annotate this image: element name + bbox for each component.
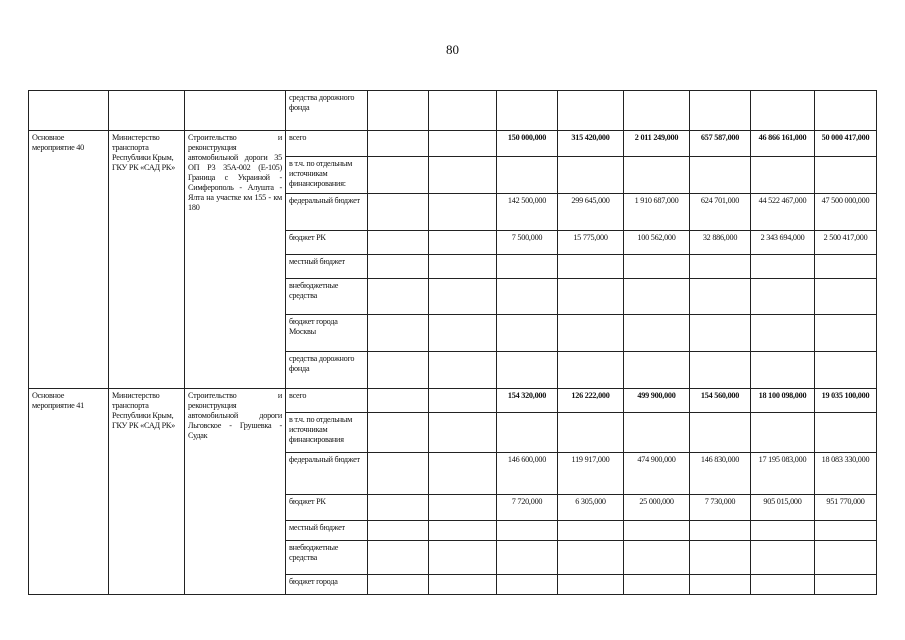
value-cell bbox=[558, 575, 624, 595]
source-cell: федеральный бюджет bbox=[286, 453, 368, 495]
value-cell: 2 500 417,000 bbox=[815, 231, 877, 255]
value-cell bbox=[624, 541, 690, 575]
value-cell: 119 917,000 bbox=[558, 453, 624, 495]
source-cell: бюджет РК bbox=[286, 231, 368, 255]
value-cell bbox=[690, 541, 751, 575]
value-cell: 154 320,000 bbox=[497, 389, 558, 413]
empty-cell bbox=[429, 279, 497, 315]
value-cell bbox=[751, 352, 815, 389]
empty-cell bbox=[368, 413, 429, 453]
source-cell: федеральный бюджет bbox=[286, 194, 368, 231]
value-cell bbox=[815, 541, 877, 575]
empty-cell bbox=[368, 255, 429, 279]
empty-cell bbox=[368, 575, 429, 595]
value-cell: 6 305,000 bbox=[558, 495, 624, 521]
value-cell bbox=[751, 255, 815, 279]
executor-cell bbox=[109, 91, 185, 131]
executor-cell: Министерство транспорта Республики Крым, ГКУ РК «САД РК» bbox=[109, 389, 185, 595]
value-cell bbox=[751, 315, 815, 352]
value-cell bbox=[497, 352, 558, 389]
empty-cell bbox=[368, 521, 429, 541]
value-cell: 474 900,000 bbox=[624, 453, 690, 495]
value-cell bbox=[624, 91, 690, 131]
source-cell: в т.ч. по отдельным источникам финансирования: bbox=[286, 157, 368, 194]
value-cell: 50 000 417,000 bbox=[815, 131, 877, 157]
value-cell bbox=[751, 157, 815, 194]
activity-label-cell: Основное мероприятие 40 bbox=[29, 131, 109, 389]
value-cell bbox=[690, 521, 751, 541]
empty-cell bbox=[429, 389, 497, 413]
value-cell: 657 587,000 bbox=[690, 131, 751, 157]
value-cell: 7 500,000 bbox=[497, 231, 558, 255]
empty-cell bbox=[368, 194, 429, 231]
value-cell bbox=[624, 521, 690, 541]
source-cell: средства дорожного фонда bbox=[286, 352, 368, 389]
value-cell: 19 035 100,000 bbox=[815, 389, 877, 413]
source-cell: внебюджетные средства bbox=[286, 279, 368, 315]
executor-cell: Министерство транспорта Республики Крым, ГКУ РК «САД РК» bbox=[109, 131, 185, 389]
value-cell: 146 600,000 bbox=[497, 453, 558, 495]
value-cell: 25 000,000 bbox=[624, 495, 690, 521]
value-cell bbox=[497, 575, 558, 595]
source-cell: всего bbox=[286, 389, 368, 413]
value-cell bbox=[624, 255, 690, 279]
table-row bbox=[29, 91, 877, 131]
value-cell: 1 910 687,000 bbox=[624, 194, 690, 231]
table-body bbox=[29, 91, 877, 595]
value-cell: 7 720,000 bbox=[497, 495, 558, 521]
value-cell bbox=[690, 352, 751, 389]
value-cell bbox=[751, 279, 815, 315]
description-cell: Строительство и реконструкция автомобильной дороги Льговское - Грушевка - Судак bbox=[185, 389, 286, 595]
value-cell bbox=[558, 352, 624, 389]
value-cell: 905 015,000 bbox=[751, 495, 815, 521]
empty-cell bbox=[429, 315, 497, 352]
value-cell bbox=[815, 413, 877, 453]
value-cell: 299 645,000 bbox=[558, 194, 624, 231]
table-row bbox=[29, 131, 877, 157]
value-cell: 32 886,000 bbox=[690, 231, 751, 255]
empty-cell bbox=[429, 231, 497, 255]
value-cell bbox=[690, 91, 751, 131]
value-cell bbox=[558, 255, 624, 279]
page-number: 80 bbox=[446, 42, 459, 57]
source-cell: бюджет города bbox=[286, 575, 368, 595]
value-cell bbox=[624, 279, 690, 315]
empty-cell bbox=[429, 157, 497, 194]
value-cell bbox=[558, 521, 624, 541]
value-cell bbox=[815, 352, 877, 389]
value-cell bbox=[624, 352, 690, 389]
empty-cell bbox=[368, 389, 429, 413]
empty-cell bbox=[368, 131, 429, 157]
value-cell: 146 830,000 bbox=[690, 453, 751, 495]
value-cell bbox=[497, 541, 558, 575]
source-cell: всего bbox=[286, 131, 368, 157]
value-cell: 2 343 694,000 bbox=[751, 231, 815, 255]
value-cell bbox=[815, 521, 877, 541]
value-cell bbox=[815, 255, 877, 279]
value-cell bbox=[690, 413, 751, 453]
value-cell bbox=[558, 315, 624, 352]
value-cell bbox=[815, 575, 877, 595]
value-cell bbox=[558, 91, 624, 131]
activity-label-cell: Основное мероприятие 41 bbox=[29, 389, 109, 595]
value-cell: 15 775,000 bbox=[558, 231, 624, 255]
empty-cell bbox=[368, 279, 429, 315]
value-cell: 7 730,000 bbox=[690, 495, 751, 521]
value-cell bbox=[624, 413, 690, 453]
value-cell bbox=[815, 91, 877, 131]
source-cell: внебюджетные средства bbox=[286, 541, 368, 575]
value-cell: 951 770,000 bbox=[815, 495, 877, 521]
description-cell bbox=[185, 91, 286, 131]
value-cell bbox=[690, 575, 751, 595]
empty-cell bbox=[368, 91, 429, 131]
value-cell bbox=[497, 279, 558, 315]
empty-cell bbox=[368, 453, 429, 495]
table-row bbox=[29, 389, 877, 413]
empty-cell bbox=[429, 575, 497, 595]
empty-cell bbox=[429, 194, 497, 231]
value-cell: 17 195 083,000 bbox=[751, 453, 815, 495]
source-cell: средства дорожного фонда bbox=[286, 91, 368, 131]
empty-cell bbox=[429, 521, 497, 541]
value-cell bbox=[497, 157, 558, 194]
source-cell: в т.ч. по отдельным источникам финансирования bbox=[286, 413, 368, 453]
source-cell: бюджет города Москвы bbox=[286, 315, 368, 352]
empty-cell bbox=[429, 255, 497, 279]
empty-cell bbox=[368, 231, 429, 255]
empty-cell bbox=[429, 91, 497, 131]
value-cell bbox=[690, 279, 751, 315]
value-cell bbox=[751, 541, 815, 575]
empty-cell bbox=[429, 453, 497, 495]
source-cell: бюджет РК bbox=[286, 495, 368, 521]
activity-label-cell bbox=[29, 91, 109, 131]
value-cell bbox=[558, 157, 624, 194]
empty-cell bbox=[429, 413, 497, 453]
value-cell: 499 900,000 bbox=[624, 389, 690, 413]
value-cell bbox=[690, 315, 751, 352]
value-cell: 100 562,000 bbox=[624, 231, 690, 255]
value-cell: 18 083 330,000 bbox=[815, 453, 877, 495]
value-cell bbox=[751, 413, 815, 453]
value-cell: 142 500,000 bbox=[497, 194, 558, 231]
value-cell bbox=[815, 315, 877, 352]
empty-cell bbox=[429, 495, 497, 521]
value-cell bbox=[558, 541, 624, 575]
value-cell bbox=[497, 413, 558, 453]
value-cell: 315 420,000 bbox=[558, 131, 624, 157]
value-cell bbox=[751, 521, 815, 541]
value-cell bbox=[558, 413, 624, 453]
value-cell bbox=[497, 315, 558, 352]
value-cell bbox=[690, 157, 751, 194]
value-cell: 2 011 249,000 bbox=[624, 131, 690, 157]
value-cell bbox=[624, 157, 690, 194]
value-cell bbox=[624, 315, 690, 352]
value-cell bbox=[751, 575, 815, 595]
budget-table bbox=[28, 90, 877, 595]
empty-cell bbox=[368, 352, 429, 389]
value-cell: 44 522 467,000 bbox=[751, 194, 815, 231]
value-cell bbox=[497, 255, 558, 279]
value-cell bbox=[751, 91, 815, 131]
value-cell bbox=[815, 157, 877, 194]
value-cell: 47 500 000,000 bbox=[815, 194, 877, 231]
source-cell: местный бюджет bbox=[286, 255, 368, 279]
value-cell: 150 000,000 bbox=[497, 131, 558, 157]
description-cell: Строительство и реконструкция автомобильной дороги 35 ОП Р3 35А-002 (Е-105) Граница с Украиной - Симферополь - Алушта - Ялта на участке км 155 - км 180 bbox=[185, 131, 286, 389]
empty-cell bbox=[368, 541, 429, 575]
value-cell bbox=[497, 521, 558, 541]
value-cell: 154 560,000 bbox=[690, 389, 751, 413]
empty-cell bbox=[368, 495, 429, 521]
value-cell bbox=[497, 91, 558, 131]
empty-cell bbox=[429, 541, 497, 575]
value-cell bbox=[624, 575, 690, 595]
empty-cell bbox=[368, 315, 429, 352]
value-cell bbox=[558, 279, 624, 315]
value-cell bbox=[815, 279, 877, 315]
value-cell bbox=[690, 255, 751, 279]
value-cell: 624 701,000 bbox=[690, 194, 751, 231]
source-cell: местный бюджет bbox=[286, 521, 368, 541]
value-cell: 18 100 098,000 bbox=[751, 389, 815, 413]
empty-cell bbox=[368, 157, 429, 194]
value-cell: 46 866 161,000 bbox=[751, 131, 815, 157]
empty-cell bbox=[429, 352, 497, 389]
empty-cell bbox=[429, 131, 497, 157]
value-cell: 126 222,000 bbox=[558, 389, 624, 413]
